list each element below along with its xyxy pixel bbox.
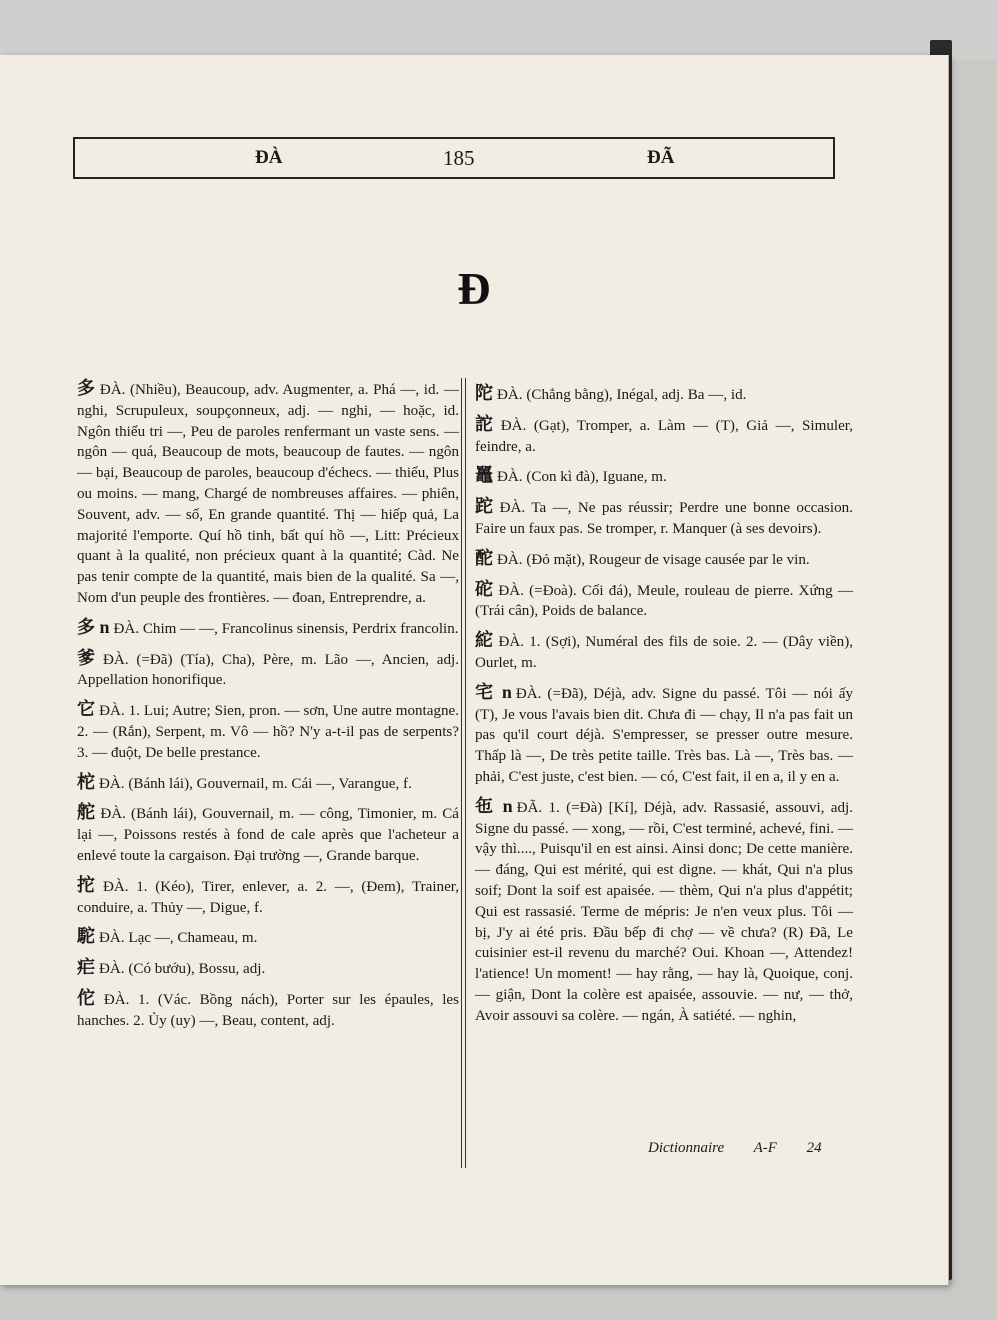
- entry-character: 陀: [475, 383, 493, 403]
- entry: [77, 875, 459, 919]
- entry-character: 多: [77, 378, 96, 398]
- entry-text: ĐÀ. 1. Lui; Autre; Sien, pron. — sơn, Une autre montagne. 2. — (Rắn), Serpent, m. Vô — hồ? N'y a-t-il pas de serpents? 3. — đuột, De belle prestance.: [77, 703, 460, 761]
- page-footer: [648, 1140, 848, 1157]
- entry-text: ĐÃ. 1. (=Đà) [Kí], Déjà, adv. Rassasié, assouvi, adj. Signe du passé. — xong, — rồi, C'est terminé, achevé, fini. — vậy thì...., Puisqu'il en est ainsi. Ainsi donc; De cette manière. — đáng, Qui est mérité, qui est digne. — khát, Qui n'a plus soif; Dont la soif est apaisée. — thèm, Qui n'a plus d'appétit; Qui est rassasié. Terme de mépris: Je n'en veux plus. Tôi — bị, J'y ai été pris. Đầu bếp đi chợ — về chưa? (R) Đã, Le cuisinier est-il revenu du marché? Oui. Khoan —, Attendez! l'atience! Un moment! — hay rằng, — hay là, Quoique, conj. — giận, Dont la colère est apaisée, assouvie. — nư, — thở, Avoir assouvi sa colère. — ngán, À satiété. — nghin,: [475, 799, 853, 1024]
- entry-text: ĐÀ. (Chẳng bằng), Inégal, adj. Ba —, id.: [497, 387, 747, 403]
- entry-text: ĐÀ. Ta —, Ne pas réussir; Perdre une bonne occasion. Faire un faux pas. Se tromper, r. Manquer (à ses devoirs).: [475, 500, 853, 537]
- entry-character: 佗: [77, 987, 100, 1008]
- footer-title: Dictionnaire: [648, 1140, 725, 1156]
- entry-text: ĐÀ. (Bánh lái), Gouvernail, m. — công, Timonier, m. Cá lại —, Poissons restés à fond de cale après que l'acheteur a enlevé toute la cargaison. Đại trường —, Grande barque.: [77, 806, 460, 864]
- entry-text: ĐÀ. (Gạt), Tromper, a. Làm — (T), Giả —, Simuler, feindre, a.: [475, 417, 853, 455]
- entry-character: 砣: [475, 578, 495, 599]
- entry: [77, 772, 459, 795]
- background: [0, 0, 997, 60]
- right-column: [475, 383, 853, 1035]
- header-left-word: ĐÀ: [255, 147, 283, 168]
- entry-character: 鼉: [475, 465, 493, 486]
- entry-character: 舵: [77, 802, 97, 823]
- running-header: [73, 137, 835, 179]
- entry: [77, 957, 459, 980]
- entry: [77, 988, 459, 1032]
- entry: [475, 496, 853, 540]
- entry-text: ĐÀ. (Con kì đà), Iguane, m.: [497, 469, 667, 486]
- page-number: 185: [443, 146, 475, 170]
- entry-character: 柁: [77, 771, 95, 792]
- entry-character: 駝: [77, 926, 95, 947]
- entry: [475, 548, 853, 571]
- entry-character: 紽: [475, 630, 495, 651]
- entry-text: ĐÀ. 1. (Kéo), Tirer, enlever, a. 2. —, (Đem), Trainer, conduire, a. Thủy —, Digue, f.: [77, 878, 460, 916]
- entry-character: 酡: [475, 547, 493, 568]
- entry-character: 拕: [77, 874, 99, 895]
- entry: [77, 648, 459, 692]
- entry: [475, 414, 853, 458]
- header-right-word: ĐÃ: [647, 147, 675, 168]
- entry-text: ĐÀ. 1. (Sợi), Numéral des fils de soie. 2. — (Dây viền), Ourlet, m.: [475, 634, 854, 671]
- entry-text: ĐÀ. Chim — —, Francolinus sinensis, Perdrix francolin.: [113, 620, 459, 637]
- entry-text: ĐÀ. (=Đã), Déjà, adv. Signe du passé. Tôi — nói ấy (T), Je vous l'avais bien dit. Chưa đi — chạy, Il n'a pas fait un pas qu'il court déjà. S'empresser, se presser outre mesure. Thấp là —, De très petite taille. Très bas. Là —, Très bas. — phải, C'est juste, c'est bien. — có, C'est fait, il en a, il y en a.: [475, 685, 854, 785]
- entry-character: 㐌 n: [475, 795, 513, 816]
- entry-text: ĐÀ. (Đỏ mặt), Rougeur de visage causée par le vin.: [497, 551, 810, 568]
- entry-text: ĐÀ. (=Đã) (Tía), Cha), Père, m. Lão —, Ancien, adj. Appellation honorifique.: [77, 651, 460, 689]
- entry-text: ĐÀ. (Nhiều), Beaucoup, adv. Augmenter, a. Phá —, id. — nghi, Scrupuleux, soupçonneux, adj. — nghi, — hoặc, id. Ngôn thiểu tri —, Peu de paroles renfermant un vaste sens. — ngôn — quá, Beaucoup de mots, beaucoup de fautes. — ngôn — bại, Beaucoup de paroles, beaucoup d'échecs. — thiểu, Plus ou moins. — mang, Chargé de nombreuses affaires. — phiên, Souvent, adv. — số, En grande quantité. Thị — hiếp quả, La majorité l'emporte. Quí hồ tinh, bất quí hồ —, Litt: Précieux quant à la qualité, non précieux quant à la quantité; Càd. Ne pas tenir compte de la quantité, mais bien de la qualité. Sa —, Nom d'un peuple des frontières. — đoan, Entreprendre, a.: [77, 382, 459, 606]
- footer-number: 24: [806, 1140, 822, 1156]
- entry-character: 爹: [77, 647, 100, 668]
- footer-section: A-F: [753, 1140, 777, 1156]
- entry-text: ĐÀ. (Bánh lái), Gouvernail, m. Cái —, Varangue, f.: [99, 775, 412, 792]
- entry: [77, 378, 459, 609]
- entry-character: 宅 n: [475, 681, 512, 702]
- entry: [77, 617, 459, 640]
- column-divider: [461, 378, 466, 1168]
- entry: [475, 796, 853, 1027]
- entry-character: 跎: [475, 496, 496, 517]
- entry: [475, 682, 853, 788]
- entry-text: ĐÀ. Lạc —, Chameau, m.: [99, 930, 258, 947]
- entry-character: 多 n: [77, 616, 110, 637]
- entry: [77, 699, 459, 763]
- entry: [475, 579, 853, 623]
- entry-text: ĐÀ. (=Đoà). Cối đá), Meule, rouleau de pierre. Xứng — (Trái cân), Poids de balance.: [475, 582, 853, 620]
- left-column: [77, 378, 459, 1040]
- section-letter: Đ: [457, 263, 491, 314]
- entry: [475, 465, 853, 488]
- entry: [77, 802, 459, 866]
- entry-character: 疟: [77, 957, 95, 978]
- entry-character: 它: [77, 699, 96, 720]
- entry: [475, 630, 853, 674]
- entry-character: 詑: [475, 413, 497, 434]
- entry-text: ĐÀ. (Có bướu), Bossu, adj.: [99, 961, 266, 978]
- entry: [475, 383, 853, 406]
- entry: [77, 926, 459, 949]
- entry-text: ĐÀ. 1. (Vác. Bồng nách), Porter sur les épaules, les hanches. 2. Ủy (uy) —, Beau, content, adj.: [77, 991, 460, 1029]
